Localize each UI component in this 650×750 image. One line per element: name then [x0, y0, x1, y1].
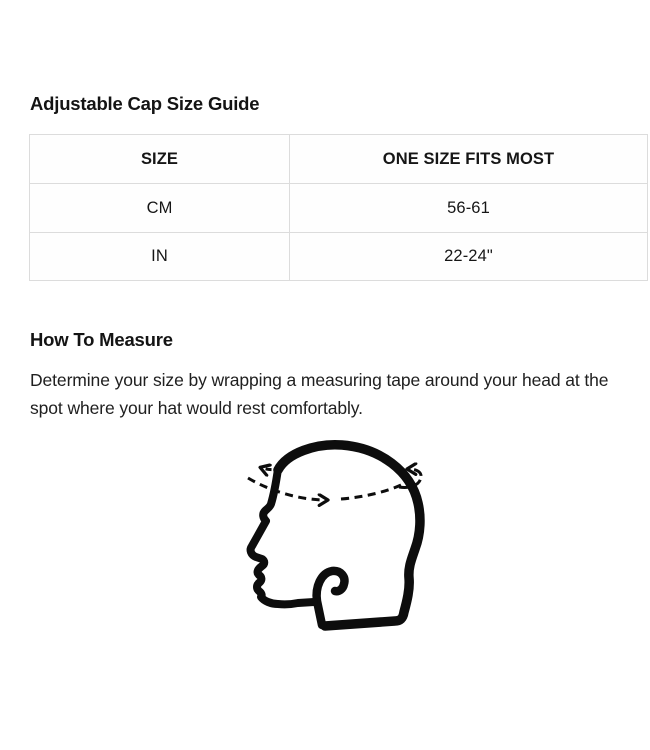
size-guide-title: Adjustable Cap Size Guide — [30, 93, 260, 114]
how-to-measure-heading: How To Measure — [30, 329, 173, 350]
row-label-in: IN — [30, 233, 290, 281]
row-value-in: 22-24" — [290, 233, 648, 281]
size-guide-table — [29, 134, 648, 281]
tape-front-arc-right — [341, 485, 401, 499]
tape-back-arrow-left — [262, 468, 282, 470]
row-value-cm: 56-61 — [290, 184, 648, 233]
face-profile-line — [251, 469, 314, 604]
neck-front-line — [317, 571, 345, 625]
description-line: spot where your hat would rest comfortably. — [30, 398, 363, 418]
column-header-size: SIZE — [30, 135, 290, 184]
row-label-cm: CM — [30, 184, 290, 233]
table-row — [30, 233, 648, 281]
head-measurement-illustration — [238, 438, 434, 650]
description-line: Determine your size by wrapping a measuring tape around your head at the — [30, 370, 609, 390]
column-header-one-size: ONE SIZE FITS MOST — [290, 135, 648, 184]
table-row — [30, 184, 648, 233]
table-header-row — [30, 135, 648, 184]
head-outline-back — [278, 445, 420, 626]
tape-front-arc-left — [248, 478, 326, 500]
how-to-measure-description — [30, 366, 608, 422]
head-profile-icon — [238, 438, 434, 650]
